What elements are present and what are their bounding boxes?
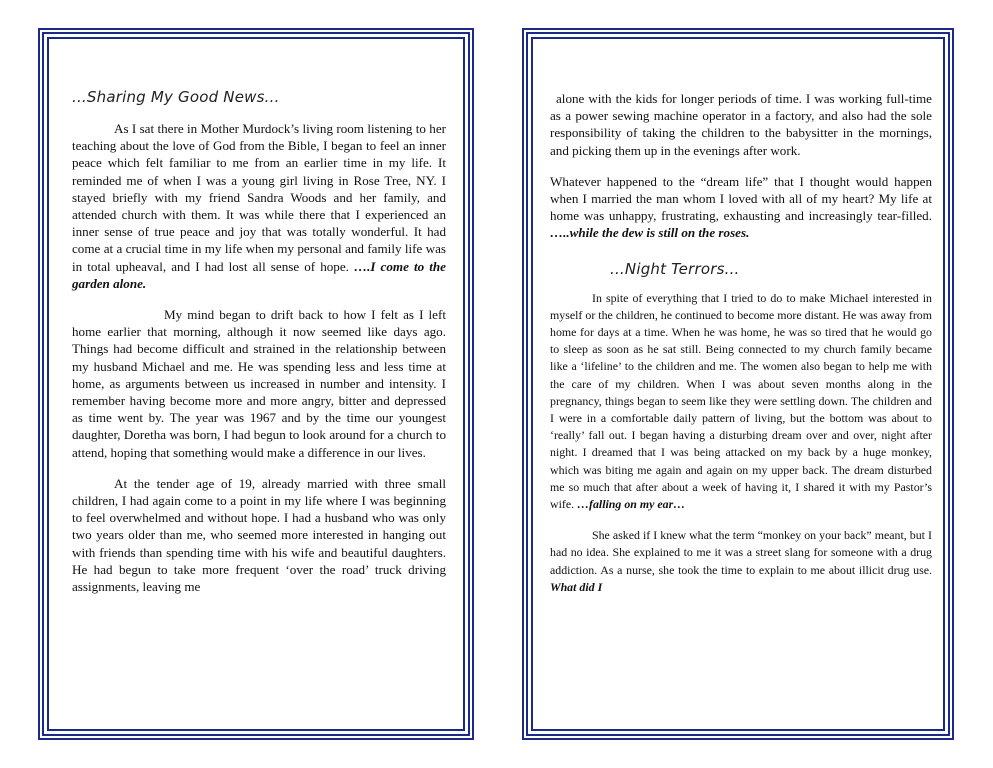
right-paragraph-3-text: In spite of everything that I tried to do to make Michael interested in myself or the children, he continued to become more distant. He was away from home for days at a time. When he was home, he was so tired that he would go to sleep as soon as he sat still. Being connected to my church family became like a ‘lifeline’ to the children and me. The women also began to help me with the care of my children. When I was about seven months along in the pregnancy, things began to seem like they were settling down. The children and I were in a comfortable daily pattern of living, but the bottom was about to ‘really’ fall out. I began having a disturbing dream over and over, night after night. I dreamed that I was being attacked on my back by a huge monkey, which was biting me again and again on my upper back. The dream disturbed me so much that after about a week of having it, I shared it with my Pastor’s wife. [550, 290, 932, 512]
left-paragraph-1-emphasis: ….I come to the garden alone. [72, 258, 446, 291]
left-paragraph-1-text: As I sat there in Mother Murdock’s living room listening to her teaching about the love of God from the Bible, I began to feel an inner peace which felt familiar to me from an earlier time in my life. It reminded me of when I was a young girl living in Rose Tree, NY. I stayed briefly with my friend Sandra Woods and her family, and attended church with them. It was while there that I experienced an inner sense of true peace and joy that was totally wonderful. It had come at a crucial time in my life when my personal and family life was in total upheaval, and I had lost all sense of hope. [72, 121, 446, 274]
left-paragraph-1 [72, 120, 446, 292]
right-paragraph-1: alone with the kids for longer periods of time. I was working full-time as a power sewing machine operator in a factory, and also had the sole responsibility of taking the children to the babysitter in the mornings, and picking them up in the evenings after work. [550, 91, 932, 158]
left-page-content [72, 88, 446, 720]
right-page-content [550, 90, 932, 720]
right-paragraph-3 [550, 290, 932, 514]
right-paragraph-2 [550, 173, 932, 242]
right-paragraph-2-emphasis: …..while the dew is still on the roses. [550, 225, 750, 241]
left-heading: ...Sharing My Good News... [72, 88, 280, 106]
right-paragraph-4 [550, 527, 932, 596]
right-paragraph-4-emphasis: What did I [550, 579, 603, 594]
right-heading: ...Night Terrors... [610, 259, 740, 278]
left-paragraph-2: My mind began to drift back to how I felt as I left home earlier that morning, although it now seemed like days ago. Things had become difficult and strained in the relationship between my husband Michael and me. He was spending less and less time at home, as arguments between us increased in number and intensity. I remember having become more and more angry, bitter and depressed as time went by. The year was 1967 and by the time our youngest daughter, Doretha was born, I had begun to look around for a church to attend, hoping that something would make a difference in our lives. [72, 307, 446, 460]
right-paragraph-3-emphasis: …falling on my ear… [577, 497, 686, 512]
right-paragraph-4-text: She asked if I knew what the term “monkey on your back” meant, but I had no idea. She explained to me it was a street slang for someone with a drug addiction. As a nurse, she took the time to explain to me about illicit drug use. [550, 528, 932, 577]
right-paragraph-2-text: Whatever happened to the “dream life” that I thought would happen when I married the man whom I loved with all of my heart? My life at home was unhappy, frustrating, exhausting and increasingly tear-filled. [550, 173, 932, 224]
left-paragraph-3: At the tender age of 19, already married with three small children, I had again come to a point in my life where I was beginning to feel overwhelmed and without hope. I had a husband who was only two years older than me, who seemed more interested in hanging out with friends than spending time with his wife and beautiful daughters. He had begun to take more frequent ‘over the road’ truck driving assignments, leaving me [72, 475, 446, 595]
left-page [38, 28, 474, 740]
right-page [522, 28, 954, 740]
